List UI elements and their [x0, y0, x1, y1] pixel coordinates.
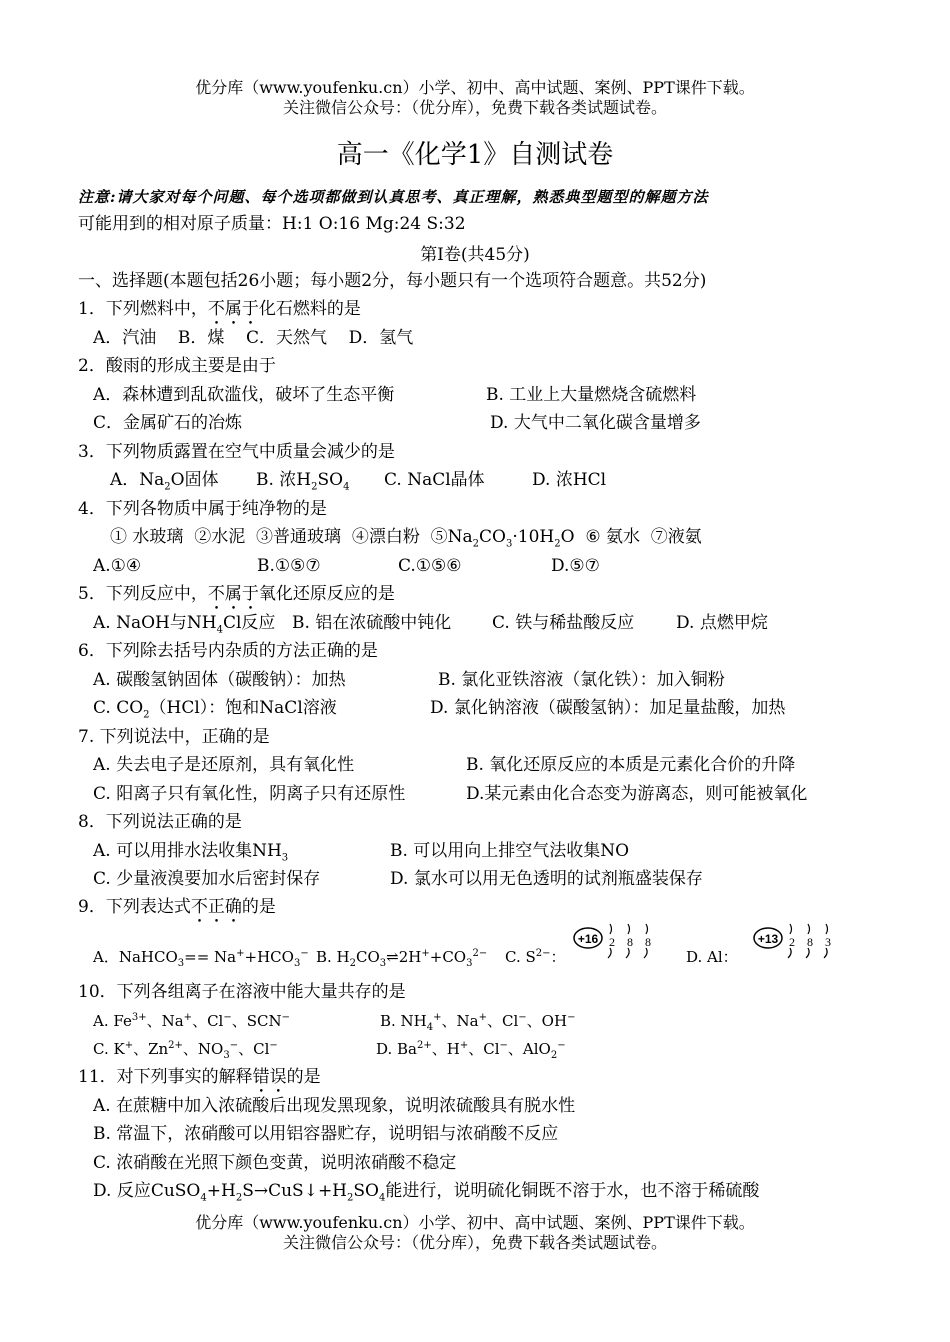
s-nucleus-label: +16: [577, 932, 599, 946]
q3-option-a: A．$Na_2O$固体: [110, 470, 219, 493]
question-9: 9．下列表达式不正确的是: [78, 897, 276, 917]
al-shell-2: 8: [807, 935, 813, 949]
notice: 注意:请大家对每个问题、每个选项都做到认真思考、真正理解，熟悉典型题型的解题方法: [78, 188, 709, 206]
q11-option-d: D. 反应$CuSO_4+H_2S\to CuS↓+H_2SO_4$能进行，说明硫化铜既不溶于水，也不溶于稀硫酸: [93, 1181, 760, 1204]
q4-option-d: D.⑤⑦: [551, 556, 600, 576]
footer-line-1: 优分库（www.youfenku.cn）小学、初中、高中试题、案例、PPT课件下载。: [195, 1213, 755, 1232]
section-title: 第Ⅰ卷(共45分): [420, 245, 530, 265]
q5-option-d: D. 点燃甲烷: [676, 613, 768, 633]
q8-option-d: D. 氯水可以用无色透明的试剂瓶盛装保存: [390, 869, 703, 889]
question-6: 6．下列除去括号内杂质的方法正确的是: [78, 641, 378, 661]
question-8: 8．下列说法正确的是: [78, 812, 242, 832]
q9-option-b: B. $H_2CO_3\rightleftharpoons 2H^++CO_3^{2-}$: [316, 948, 488, 969]
q7-option-a: A. 失去电子是还原剂，具有氧化性: [93, 755, 355, 775]
q4-option-a: A.①④: [93, 556, 142, 576]
q7-option-b: B. 氧化还原反应的本质是元素化合价的升降: [466, 755, 796, 775]
sulfide-ion-structure-diagram: [572, 918, 662, 966]
al-shell-1: 2: [789, 935, 795, 949]
q9-option-a: A．NaHCO$_3$== $Na^++HCO_3^-$: [93, 948, 309, 969]
atomic-masses: 可能用到的相对原子质量：H:1 O:16 Mg:24 S:32: [78, 214, 466, 234]
q4-option-c: C.①⑤⑥: [398, 556, 462, 576]
s-shell-2: 8: [627, 935, 633, 949]
q6-option-c: C. $CO_2(HCl)$：饱和NaCl溶液: [93, 698, 337, 721]
q11-option-c: C. 浓硝酸在光照下颜色变黄，说明浓硝酸不稳定: [93, 1153, 457, 1173]
q4-items: ① 水玻璃 ②水泥 ③普通玻璃 ④漂白粉 $⑤Na_2CO_3\cdot 10H_2O$ ⑥ 氨水 ⑦液氨: [110, 527, 702, 550]
page-title: 高一《化学1》自测试卷: [336, 140, 614, 170]
q2-option-a: A．森林遭到乱砍滥伐，破坏了生态平衡: [93, 385, 395, 405]
q5-option-b: B. 铝在浓硫酸中钝化: [292, 613, 452, 633]
q7-option-c: C. 阳离子只有氧化性，阴离子只有还原性: [93, 784, 406, 804]
q10-option-a: A. $Fe^{3+}$、Na+、Cl−、SCN−: [93, 1012, 291, 1030]
q3-option-d: D. 浓HCl: [532, 470, 607, 490]
q8-option-a: A. 可以用排水法收集$NH_3$: [93, 841, 289, 864]
aluminium-atom-structure-diagram: [752, 918, 840, 966]
footer-line-2: 关注微信公众号：（优分库），免费下载各类试题试卷。: [282, 1233, 667, 1252]
q3-option-c: C. NaCl晶体: [384, 470, 485, 490]
q10-option-b: B. $NH_4^+$、Na+、Cl−、OH−: [380, 1012, 576, 1033]
header-line-2: 关注微信公众号：（优分库），免费下载各类试题试卷。: [282, 98, 667, 117]
equilibrium-arrow-icon: ⇌: [386, 948, 399, 966]
q11-option-a: A. 在蔗糖中加入浓硫酸后出现发黑现象，说明浓硫酸具有脱水性: [93, 1096, 576, 1116]
q8-option-c: C. 少量液溴要加水后密封保存: [93, 869, 321, 889]
q10-option-c: C. K+、$Zn^{2+}$、$NO_3^-$、Cl−: [93, 1040, 278, 1061]
question-5: 5．下列反应中，不属于氧化还原反应的是: [78, 584, 395, 604]
q2-option-d: D. 大气中二氧化碳含量增多: [490, 413, 701, 433]
q9-option-d: D. Al：: [686, 948, 738, 966]
q3-option-b: B. 浓$H_2SO_4$: [256, 470, 350, 493]
question-4: 4．下列各物质中属于纯净物的是: [78, 499, 327, 519]
q6-option-a: A. 碳酸氢钠固体（碳酸钠）：加热: [93, 670, 346, 690]
q5-option-c: C. 铁与稀盐酸反应: [492, 613, 635, 633]
s-shell-3: 8: [645, 935, 651, 949]
question-10: 10．下列各组离子在溶液中能大量共存的是: [78, 982, 406, 1002]
q2-option-b: B. 工业上大量燃烧含硫燃料: [486, 385, 697, 405]
q11-option-b: B. 常温下，浓硝酸可以用铝容器贮存，说明铝与浓硝酸不反应: [93, 1124, 559, 1144]
al-nucleus-label: +13: [757, 932, 779, 946]
question-2: 2．酸雨的形成主要是由于: [78, 356, 276, 376]
q9-option-c: C. $S^{2-}$：: [505, 948, 566, 966]
q8-option-b: B. 可以用向上排空气法收集NO: [390, 841, 630, 861]
q4-option-b: B.①⑤⑦: [257, 556, 321, 576]
s-shell-1: 2: [609, 935, 615, 949]
q5-option-a: A. NaOH与$NH_4Cl$反应: [93, 613, 276, 636]
question-3: 3．下列物质露置在空气中质量会减少的是: [78, 442, 395, 462]
q2-option-c: C．金属矿石的冶炼: [93, 413, 243, 433]
q1-options: A．汽油 B．煤 C．天然气 D．氢气: [93, 328, 414, 348]
q10-option-d: D. $Ba^{2+}$、H+、Cl−、AlO$_2$−: [376, 1040, 566, 1061]
q6-option-b: B. 氯化亚铁溶液（氯化铁）：加入铜粉: [438, 670, 725, 690]
q7-option-d: D.某元素由化合态变为游离态，则可能被氧化: [466, 784, 808, 804]
question-1: 1．下列燃料中，不属于化石燃料的是: [78, 299, 361, 319]
part-intro: 一、选择题(本题包括26小题；每小题2分，每小题只有一个选项符合题意。共52分): [78, 271, 707, 291]
al-shell-3: 3: [825, 935, 831, 949]
q6-option-d: D. 氯化钠溶液（碳酸氢钠）：加足量盐酸，加热: [430, 698, 786, 718]
question-11: 11．对下列事实的解释错误的是: [78, 1067, 321, 1087]
header-line-1: 优分库（www.youfenku.cn）小学、初中、高中试题、案例、PPT课件下载。: [195, 78, 755, 97]
question-7: 7. 下列说法中，正确的是: [78, 727, 270, 747]
